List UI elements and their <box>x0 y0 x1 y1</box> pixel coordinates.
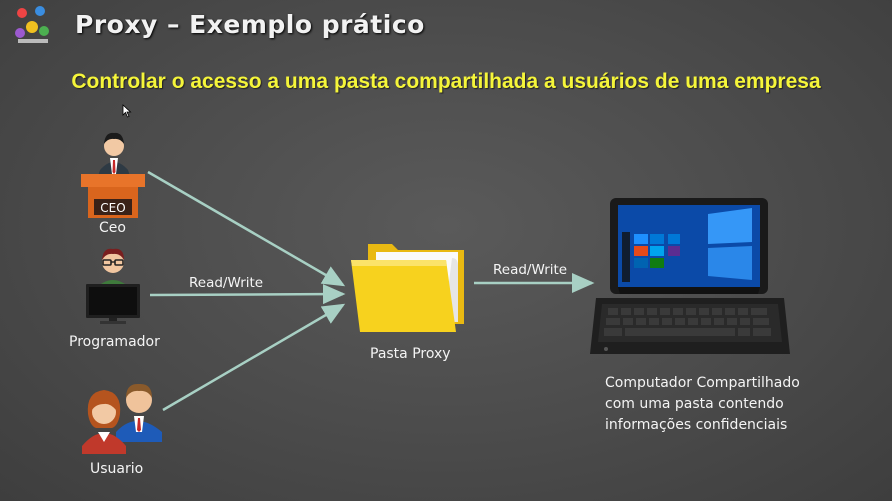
programmer-icon <box>82 244 144 326</box>
ceo-label: Ceo <box>99 220 126 236</box>
proxy-folder-icon[interactable] <box>348 238 470 334</box>
computer-description-line3: informações confidenciais <box>605 417 788 433</box>
computer-description-line2: com uma pasta contendo <box>605 396 784 412</box>
arrow-programmer-to-proxy <box>150 294 343 295</box>
laptop-computer-icon[interactable] <box>588 194 792 360</box>
arrow-label-right: Read/Write <box>493 262 568 278</box>
arrow-user-to-proxy <box>163 305 343 410</box>
slide-subtitle: Controlar o acesso a uma pasta compartilhada a usuários de uma empresa <box>71 70 821 93</box>
users-group-icon <box>78 370 166 456</box>
slide-title: Proxy – Exemplo prático <box>75 10 425 39</box>
arrow-label-left: Read/Write <box>189 275 264 291</box>
programmer-label: Programador <box>69 334 160 350</box>
ceo-badge: CEO <box>100 201 126 215</box>
computer-description-line1: Computador Compartilhado <box>605 375 800 391</box>
arrow-ceo-to-proxy <box>148 172 343 285</box>
user-label: Usuario <box>90 461 144 477</box>
ceo-icon <box>80 124 148 220</box>
proxy-label: Pasta Proxy <box>370 346 451 362</box>
